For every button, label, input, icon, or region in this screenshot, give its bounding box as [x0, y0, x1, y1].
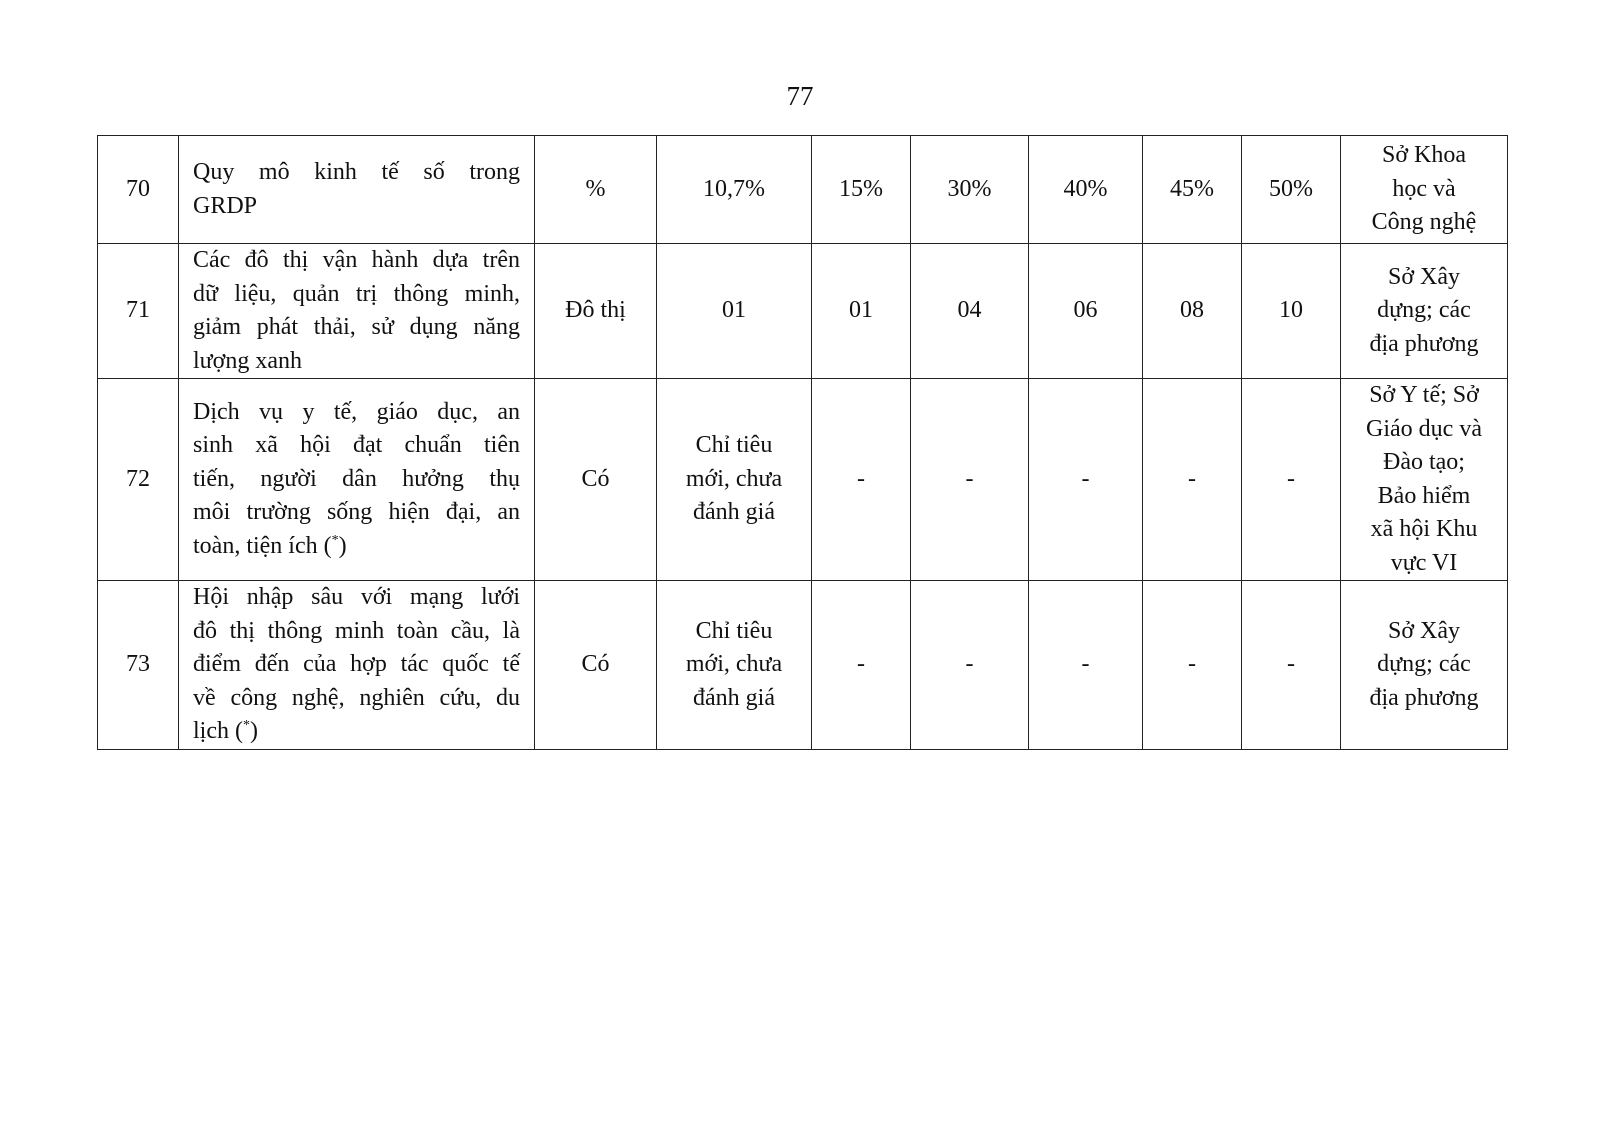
target-cell: - — [1029, 581, 1143, 750]
target-cell: - — [1029, 379, 1143, 581]
agency-line: địa phương — [1369, 330, 1479, 357]
row-number: 72 — [98, 379, 179, 581]
indicator-line: sinh xã hội đạt chuẩn tiên — [193, 432, 520, 459]
indicator-line — [193, 715, 520, 749]
agency-cell — [1341, 581, 1508, 750]
indicator-cell — [179, 581, 535, 750]
footnote-mark: * — [242, 718, 250, 734]
target-cell: - — [1242, 581, 1341, 750]
agency-line: Sở Xây — [1387, 617, 1461, 644]
agency-line: học và — [1392, 175, 1456, 202]
agency-line: vực VI — [1390, 549, 1458, 576]
target-cell: - — [911, 581, 1029, 750]
indicator-line: Dịch vụ y tế, giáo dục, an — [193, 398, 520, 425]
row-number: 73 — [98, 581, 179, 750]
indicator-line: Các đô thị vận hành dựa trên — [193, 247, 520, 273]
agency-cell — [1341, 136, 1508, 244]
unit-cell: Có — [535, 379, 657, 581]
indicator-line: Quy mô kinh tế số trong — [193, 159, 520, 185]
table-row — [98, 379, 1508, 581]
agency-line: địa phương — [1369, 684, 1479, 711]
target-cell: - — [812, 379, 911, 581]
row-number: 71 — [98, 244, 179, 379]
footnote-close: ) — [249, 718, 258, 745]
agency-line: Sở Y tế; Sở — [1369, 382, 1479, 408]
unit-cell: Có — [535, 581, 657, 750]
indicator-line: tiến, người dân hưởng thụ — [193, 465, 520, 492]
table-row — [98, 244, 1508, 379]
baseline-line: Chỉ tiêu — [695, 617, 773, 644]
row-number: 70 — [98, 136, 179, 244]
indicator-text: toàn, tiện ích ( — [193, 532, 332, 559]
agency-line: dựng; các — [1377, 297, 1471, 324]
target-cell: - — [1143, 581, 1242, 750]
unit-cell: Đô thị — [535, 244, 657, 379]
baseline-line: Chỉ tiêu — [695, 432, 773, 459]
agency-line: Sở Khoa — [1381, 142, 1467, 169]
indicator-line: về công nghệ, nghiên cứu, du — [193, 684, 520, 711]
footnote-mark: * — [331, 532, 339, 548]
target-cell: - — [1242, 379, 1341, 581]
baseline-line: đánh giá — [693, 499, 775, 526]
table-row — [98, 581, 1508, 750]
agency-line: Đào tạo; — [1383, 449, 1465, 475]
indicator-line: dữ liệu, quản trị thông minh, — [193, 280, 520, 307]
target-cell: 10 — [1242, 244, 1341, 379]
target-cell: 08 — [1143, 244, 1242, 379]
agency-line: Bảo hiểm — [1377, 482, 1471, 509]
indicator-cell — [179, 244, 535, 379]
target-cell: - — [1143, 379, 1242, 581]
agency-line: Công nghệ — [1371, 209, 1477, 236]
indicator-cell — [179, 379, 535, 581]
indicators-table — [97, 135, 1508, 750]
footnote-close: ) — [338, 532, 347, 559]
agency-cell — [1341, 244, 1508, 379]
indicator-cell — [179, 136, 535, 244]
baseline-cell: 10,7% — [657, 136, 812, 244]
agency-line: xã hội Khu — [1370, 516, 1478, 542]
baseline-line: mới, chưa — [685, 651, 783, 678]
table-row — [98, 136, 1508, 244]
baseline-cell — [657, 581, 812, 750]
baseline-line: mới, chưa — [685, 465, 783, 492]
target-cell: 15% — [812, 136, 911, 244]
target-cell: 01 — [812, 244, 911, 379]
agency-line: dựng; các — [1377, 651, 1471, 678]
target-cell: 06 — [1029, 244, 1143, 379]
indicator-line: GRDP — [193, 192, 258, 219]
indicator-line: giảm phát thải, sử dụng năng — [193, 314, 520, 340]
indicator-line: đô thị thông minh toàn cầu, là — [193, 617, 520, 644]
target-cell: 30% — [911, 136, 1029, 244]
agency-cell — [1341, 379, 1508, 581]
page-number: 77 — [786, 81, 814, 111]
indicator-line: lượng xanh — [193, 347, 303, 374]
agency-line: Giáo dục và — [1366, 415, 1482, 442]
baseline-cell — [657, 379, 812, 581]
indicator-line — [193, 530, 520, 564]
indicator-line: Hội nhập sâu với mạng lưới — [193, 584, 520, 611]
agency-line: Sở Xây — [1387, 263, 1461, 290]
target-cell: - — [911, 379, 1029, 581]
indicator-line: môi trường sống hiện đại, an — [193, 499, 520, 526]
unit-cell: % — [535, 136, 657, 244]
target-cell: - — [812, 581, 911, 750]
baseline-line: đánh giá — [693, 684, 775, 711]
target-cell: 45% — [1143, 136, 1242, 244]
indicator-line: điểm đến của hợp tác quốc tế — [193, 651, 520, 678]
target-cell: 50% — [1242, 136, 1341, 244]
target-cell: 04 — [911, 244, 1029, 379]
target-cell: 40% — [1029, 136, 1143, 244]
indicator-text: lịch ( — [193, 718, 243, 745]
baseline-cell: 01 — [657, 244, 812, 379]
